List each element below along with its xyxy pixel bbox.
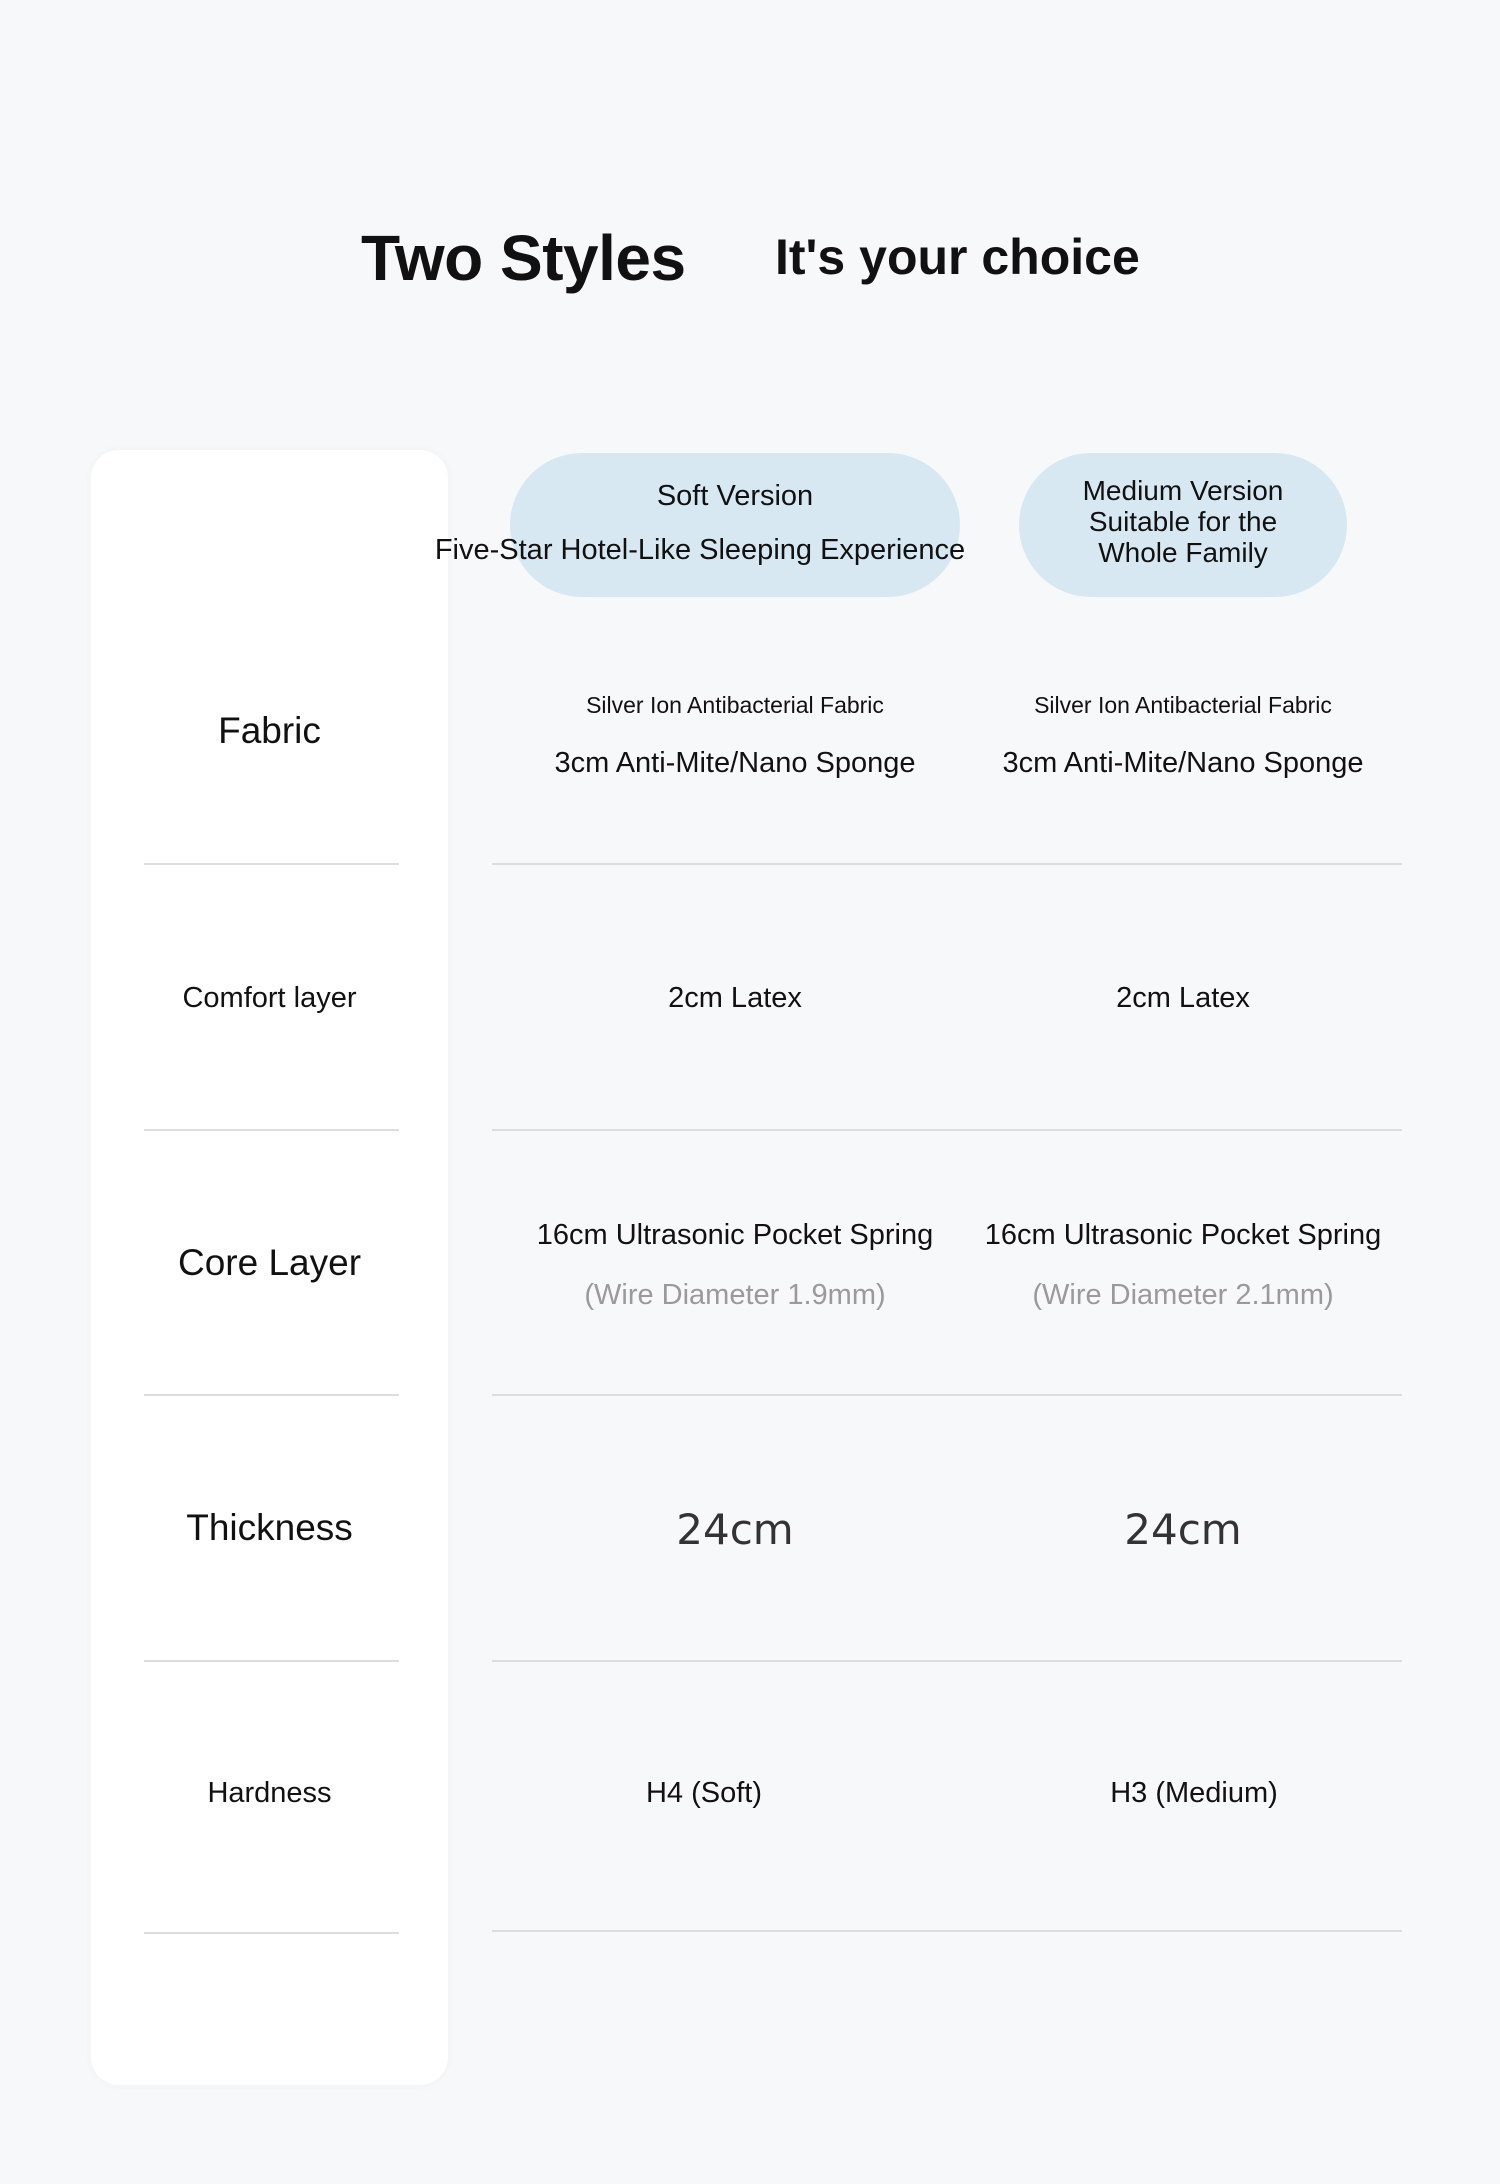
medium-version-tagline-line1: Suitable for the — [1088, 506, 1278, 537]
row-divider — [492, 1660, 1402, 1662]
row-divider — [492, 1394, 1402, 1396]
row-label-hardness: Hardness — [207, 1777, 332, 1809]
medium-version-tagline-line2: Whole Family — [1098, 537, 1268, 568]
medium-core-layer-line2: (Wire Diameter 2.1mm) — [1032, 1279, 1334, 1311]
soft-comfort-layer: 2cm Latex — [668, 982, 802, 1014]
soft-version-title: Soft Version — [656, 480, 814, 512]
row-divider — [144, 1129, 399, 1131]
medium-version-title: Medium Version — [1082, 475, 1284, 506]
soft-fabric-line2: 3cm Anti-Mite/Nano Sponge — [554, 747, 916, 779]
page-heading — [0, 218, 1500, 298]
row-label-comfort-layer: Comfort layer — [182, 982, 357, 1014]
page-title: Two Styles — [361, 222, 686, 294]
row-divider — [144, 863, 399, 865]
medium-comfort-layer: 2cm Latex — [1116, 982, 1250, 1014]
page-subtitle: It's your choice — [775, 229, 1140, 285]
row-divider — [144, 1660, 399, 1662]
row-divider — [144, 1394, 399, 1396]
row-label-fabric: Fabric — [218, 710, 321, 751]
row-label-thickness: Thickness — [186, 1507, 353, 1548]
soft-version-pill — [510, 453, 960, 597]
medium-hardness: H3 (Medium) — [1110, 1777, 1278, 1809]
soft-fabric-line1: Silver Ion Antibacterial Fabric — [586, 692, 884, 718]
soft-version-tagline: Five-Star Hotel-Like Sleeping Experience — [434, 534, 966, 566]
row-divider — [492, 1129, 1402, 1131]
medium-fabric-line1: Silver Ion Antibacterial Fabric — [1034, 692, 1332, 718]
soft-thickness: 24cm — [676, 1505, 794, 1554]
row-divider — [144, 1932, 399, 1934]
row-divider — [492, 863, 1402, 865]
medium-core-layer-line1: 16cm Ultrasonic Pocket Spring — [984, 1219, 1382, 1251]
row-divider — [492, 1930, 1402, 1932]
soft-core-layer-line2: (Wire Diameter 1.9mm) — [584, 1279, 886, 1311]
row-label-core-layer: Core Layer — [177, 1242, 362, 1283]
medium-fabric-line2: 3cm Anti-Mite/Nano Sponge — [1002, 747, 1364, 779]
medium-thickness: 24cm — [1124, 1505, 1242, 1554]
soft-core-layer-line1: 16cm Ultrasonic Pocket Spring — [536, 1219, 934, 1251]
soft-hardness: H4 (Soft) — [645, 1777, 763, 1809]
